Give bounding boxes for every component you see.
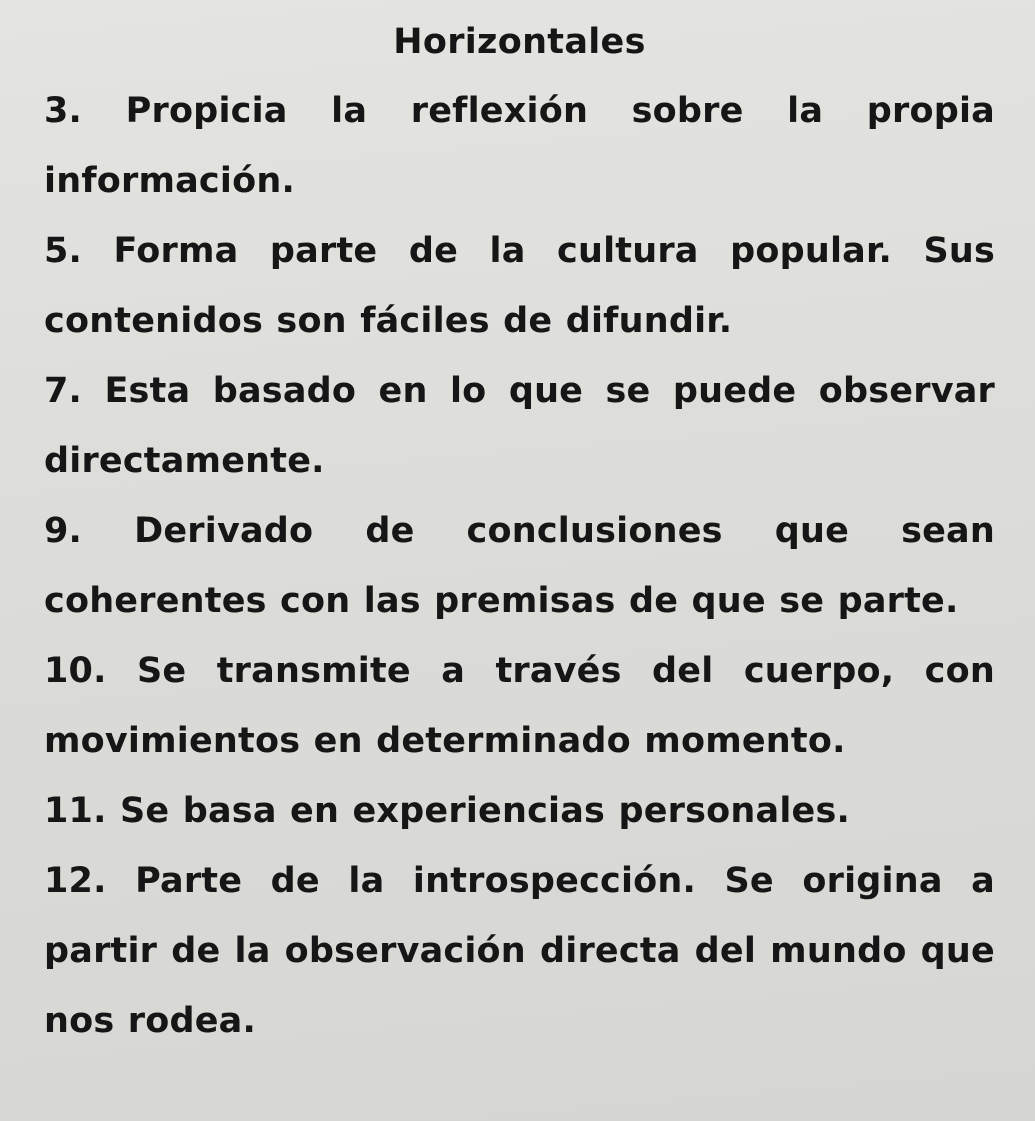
- clue-item-9: 9. Derivado de conclusiones que sean coherentes con las premisas de que se parte.: [44, 511, 995, 621]
- section-heading: Horizontales: [393, 22, 646, 62]
- clue-item-7: 7. Esta basado en lo que se puede observar directamente.: [44, 371, 995, 481]
- clue-item-5: 5. Forma parte de la cultura popular. Sus contenidos son fáciles de difundir.: [44, 231, 995, 341]
- clue-item-3: 3. Propicia la reflexión sobre la propia información.: [44, 91, 995, 201]
- clue-item-10: 10. Se transmite a través del cuerpo, con movimientos en determinado momento.: [44, 651, 995, 761]
- clue-item-12: 12. Parte de la introspección. Se origina a partir de la observación directa del mundo que nos rodea.: [44, 861, 995, 1041]
- clue-item-11: 11. Se basa en experiencias personales.: [44, 791, 850, 831]
